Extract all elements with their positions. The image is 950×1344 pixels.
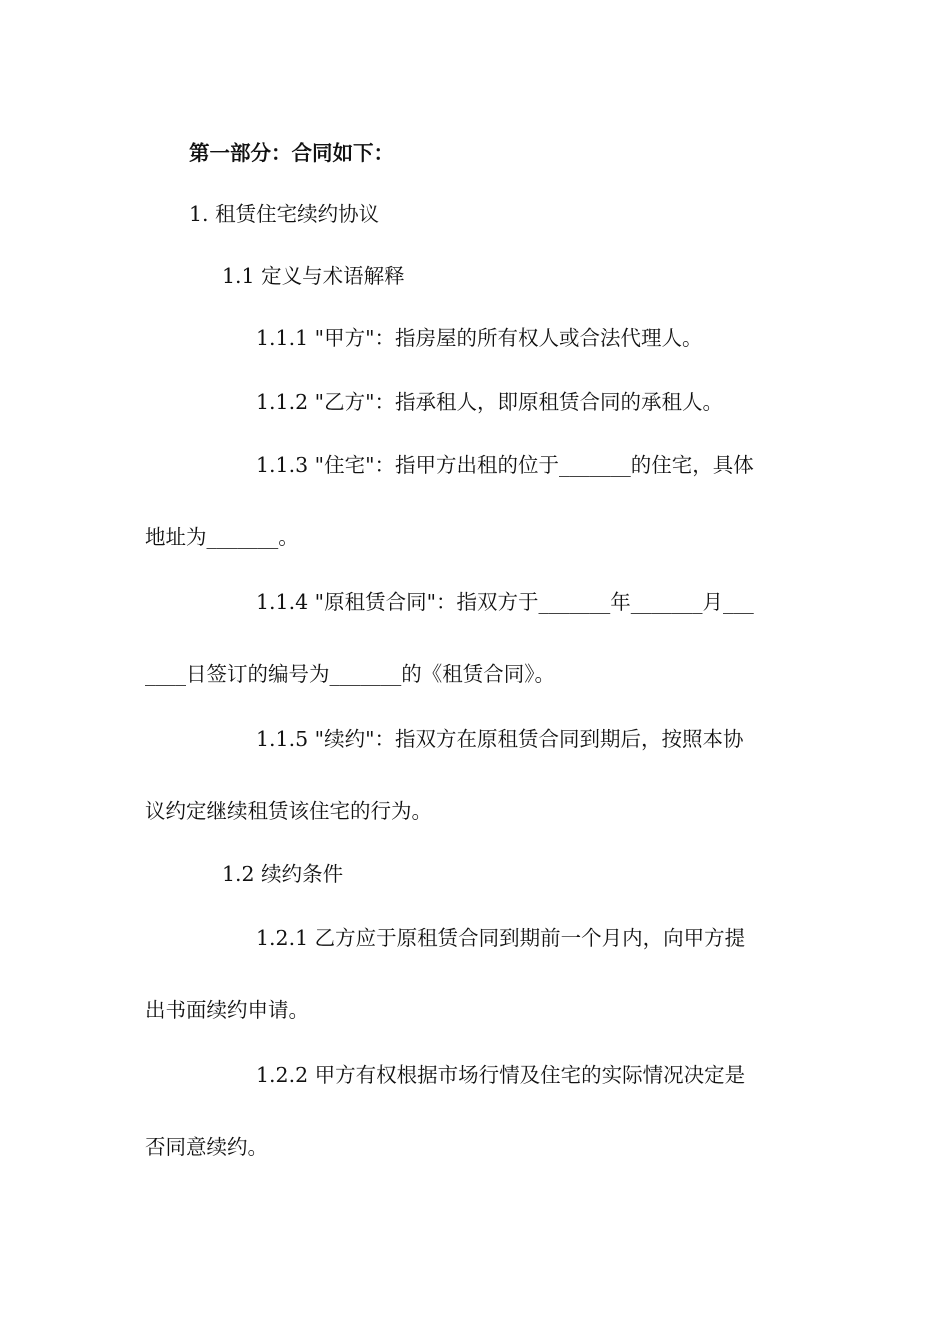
section-title: 第一部分：合同如下：: [189, 141, 394, 165]
clause-1-1-5-line-2: 议约定继续租赁该住宅的行为。: [145, 799, 432, 823]
heading-1-1: 1.1 定义与术语解释: [222, 264, 405, 288]
clause-1-1-4-line-1: 1.1.4 "原租赁合同"：指双方于_______年_______月___: [256, 590, 754, 614]
clause-1-2-2-line-1: 1.2.2 甲方有权根据市场行情及住宅的实际情况决定是: [256, 1063, 746, 1087]
clause-1-1-5-line-1: 1.1.5 "续约"：指双方在原租赁合同到期后，按照本协: [256, 727, 744, 751]
clause-1-1-4-line-2: ____日签订的编号为_______的《租赁合同》。: [145, 662, 555, 686]
clause-1-2-1-line-2: 出书面续约申请。: [145, 998, 309, 1022]
clause-1-1-3-line-2: 地址为_______。: [145, 525, 299, 549]
clause-1-2-2-line-2: 否同意续约。: [145, 1135, 268, 1159]
heading-1: 1. 租赁住宅续约协议: [189, 202, 380, 226]
clause-1-1-1: 1.1.1 "甲方"：指房屋的所有权人或合法代理人。: [256, 326, 703, 350]
heading-1-2: 1.2 续约条件: [222, 862, 344, 886]
clause-1-1-3-line-1: 1.1.3 "住宅"：指甲方出租的位于_______的住宅，具体: [256, 453, 754, 477]
clause-1-1-2: 1.1.2 "乙方"：指承租人，即原租赁合同的承租人。: [256, 390, 724, 414]
clause-1-2-1-line-1: 1.2.1 乙方应于原租赁合同到期前一个月内，向甲方提: [256, 926, 746, 950]
